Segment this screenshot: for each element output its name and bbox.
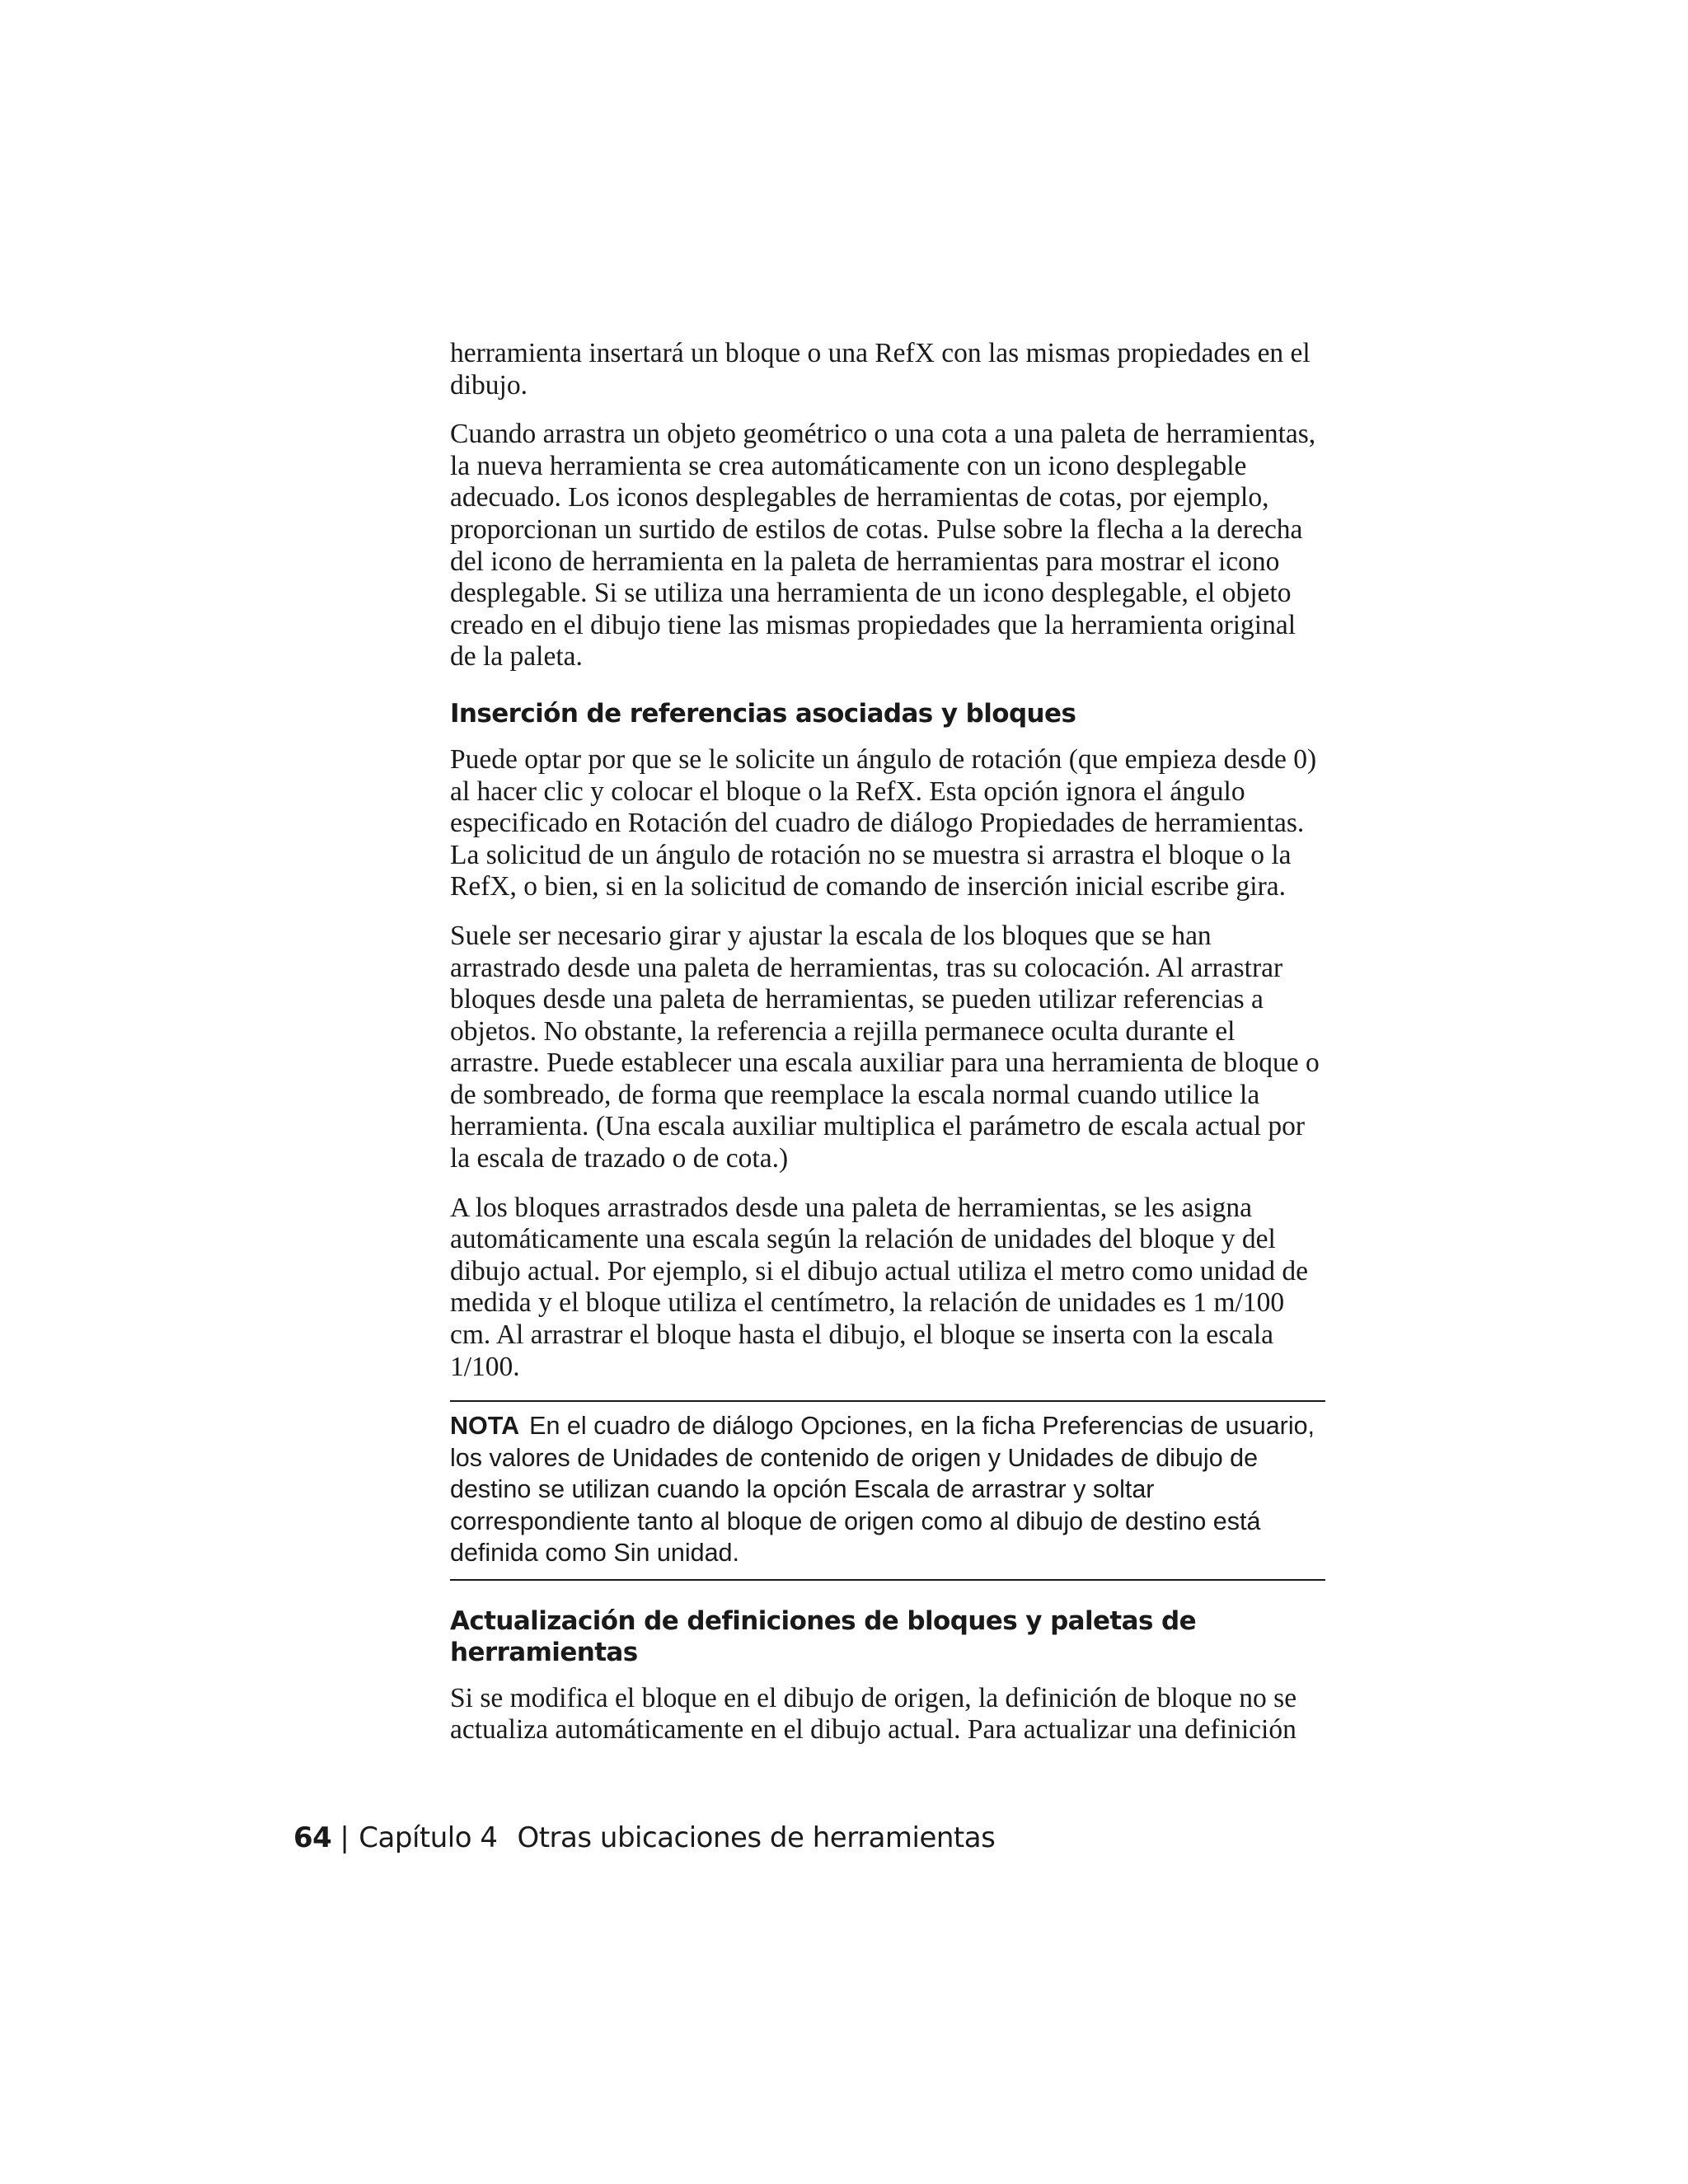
section-heading: Inserción de referencias asociadas y bloques bbox=[450, 698, 1076, 729]
paragraph: Suele ser necesario girar y ajustar la escala de los bloques que se han arrastrado desde una paleta de herramientas, tras su colocación. Al arrastrar bloques desde una paleta de herramientas, se pueden utilizar referencias a objetos. No obstante, la referencia a rejilla permanece oculta durante el arrastre. Puede establecer una escala auxiliar para una herramienta de bloque o de sombreado, de forma que reemplace la escala normal cuando utilice la herramienta. (Una escala auxiliar multiplica el parámetro de escala actual por la escala de trazado o de cota.) bbox=[450, 920, 1320, 1174]
paragraph: herramienta insertará un bloque o una RefX con las mismas propiedades en el dibujo. bbox=[450, 338, 1311, 401]
note-box bbox=[450, 1400, 1325, 1581]
footer-separator: | bbox=[340, 1821, 349, 1854]
chapter-title: Otras ubicaciones de herramientas bbox=[517, 1821, 996, 1854]
page-body bbox=[450, 338, 1325, 1764]
paragraph: Puede optar por que se le solicite un ángulo de rotación (que empieza desde 0) al hacer clic y colocar el bloque o la RefX. Esta opción ignora el ángulo especificado en Rotación del cuadro de diálogo Propiedades de herramientas. La solicitud de un ángulo de rotación no se muestra si arrastra el bloque o la RefX, o bien, si en la solicitud de comando de inserción inicial escribe gira. bbox=[450, 743, 1317, 902]
section-heading: Actualización de definiciones de bloques y paletas de herramientas bbox=[450, 1605, 1197, 1667]
paragraph: A los bloques arrastrados desde una paleta de herramientas, se les asigna automáticamente una escala según la relación de unidades del bloque y del dibujo actual. Por ejemplo, si el dibujo actual utiliza el metro como unidad de medida y el bloque utiliza el centímetro, la relación de unidades es 1 m/100 cm. Al arrastrar el bloque hasta el dibujo, el bloque se inserta con la escala 1/100. bbox=[450, 1192, 1309, 1382]
note-label: NOTA bbox=[450, 1412, 520, 1441]
page-footer bbox=[293, 1820, 995, 1856]
paragraph: Si se modifica el bloque en el dibujo de origen, la definición de bloque no se actualiza automáticamente en el dibujo actual. Para actualizar una definición bbox=[450, 1682, 1297, 1746]
page-number: 64 bbox=[293, 1821, 332, 1854]
note-text: En el cuadro de diálogo Opciones, en la ficha Preferencias de usuario, los valores de Unidades de contenido de origen y Unidades de dibujo de destino se utilizan cuando la opción Escala de arrastrar y soltar correspondiente tanto al bloque de origen como al dibujo de destino está definida como Sin unidad. bbox=[450, 1412, 1315, 1568]
paragraph: Cuando arrastra un objeto geométrico o una cota a una paleta de herramientas, la nueva herramienta se crea automáticamente con un icono desplegable adecuado. Los iconos desplegables de herramientas de cotas, por ejemplo, proporcionan un surtido de estilos de cotas. Pulse sobre la flecha a la derecha del icono de herramienta en la paleta de herramientas para mostrar el icono desplegable. Si se utiliza una herramienta de un icono desplegable, el objeto creado en el dibujo tiene las mismas propiedades que la herramienta original de la paleta. bbox=[450, 419, 1316, 673]
chapter-label: Capítulo 4 bbox=[359, 1821, 498, 1854]
